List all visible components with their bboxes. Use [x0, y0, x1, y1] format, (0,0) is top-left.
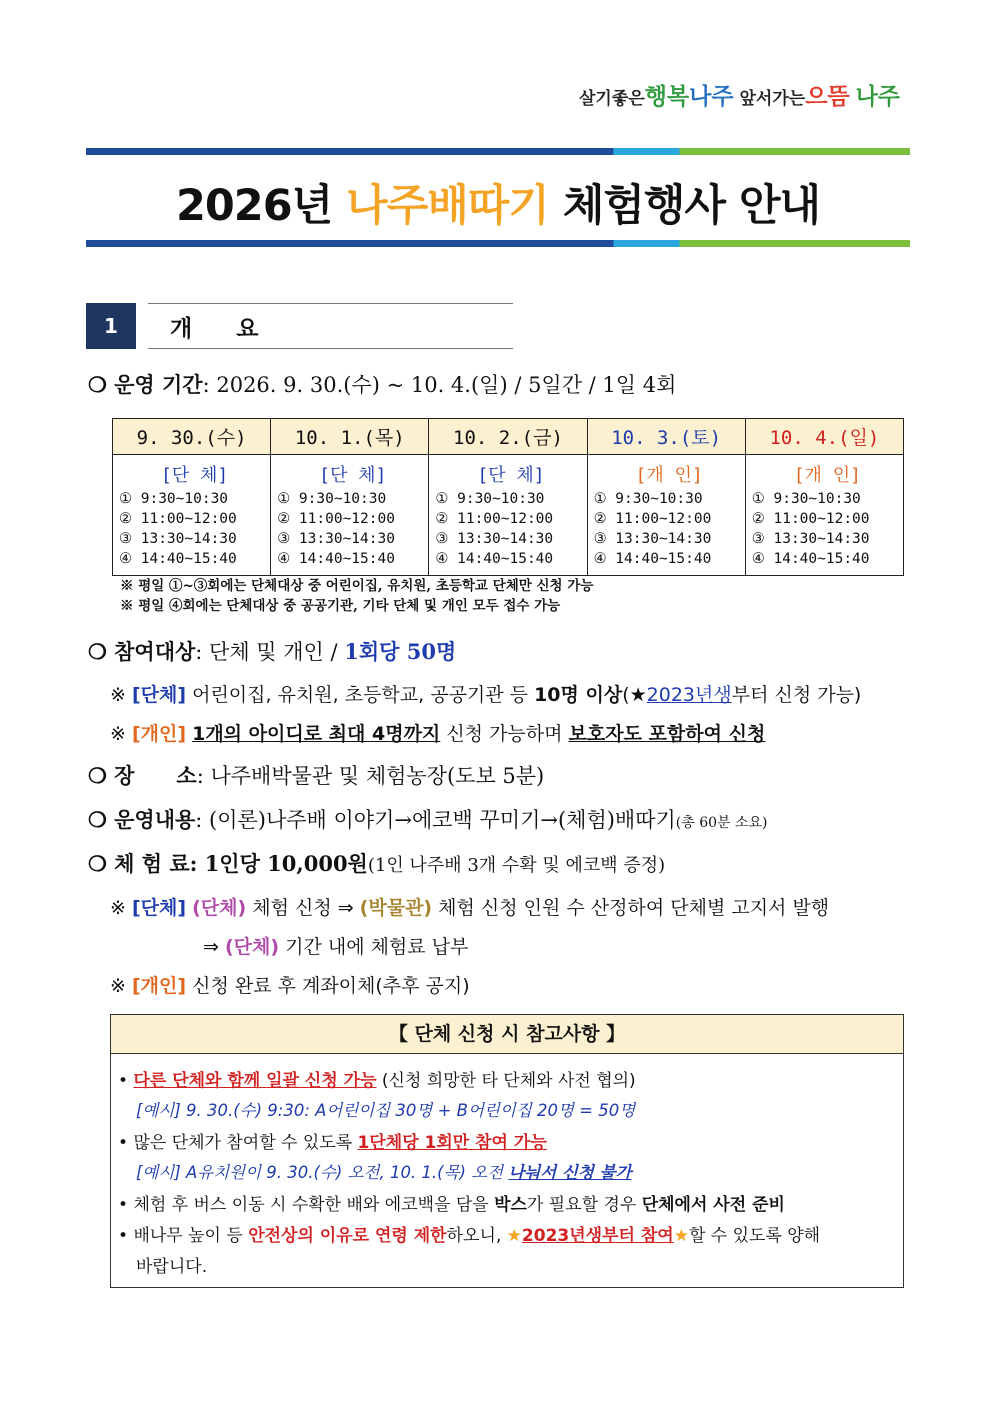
indiv-guardian: 보호자도 포함하여 신청	[568, 723, 766, 745]
schedule-slot: ① 9:30~10:30	[277, 491, 387, 507]
schedule-slot: ③ 13:30~14:30	[277, 531, 395, 547]
schedule-type: [단 체]	[477, 465, 545, 486]
note-mark: ※	[110, 684, 126, 706]
notes-text: (신청 희망한 타 단체와 사전 협의)	[376, 1071, 636, 1091]
slogan-part: 살기좋은	[579, 89, 645, 109]
group-min: 10명 이상	[534, 684, 623, 706]
fee-group-line2	[203, 932, 468, 959]
title-highlight: 나주배따기	[346, 181, 549, 231]
slogan	[579, 78, 900, 111]
note-mark: ※	[110, 723, 126, 745]
group-text: (★	[622, 684, 647, 706]
title-text: 2026년	[175, 181, 347, 231]
group-tag: (단체)	[192, 897, 247, 919]
schedule-slot: ④ 14:40~15:40	[751, 551, 870, 567]
place-line	[88, 760, 544, 790]
star-icon: ★	[506, 1226, 522, 1246]
notes-box-title: 【 단체 신청 시 참고사항 】	[110, 1014, 904, 1054]
title-text: 체험행사 안내	[548, 181, 821, 231]
schedule-slot: ② 11:00~12:00	[435, 511, 554, 527]
arrow: ⇒	[203, 936, 225, 958]
schedule-date: 9. 30.(수)	[113, 419, 271, 455]
notes-text: 하오니,	[446, 1226, 507, 1246]
notes-item	[118, 1190, 785, 1215]
schedule-slot: ② 11:00~12:00	[593, 511, 712, 527]
group-text: 부터 신청 가능)	[731, 684, 862, 706]
schedule-header-row	[113, 419, 904, 455]
schedule-date: 10. 2.(금)	[429, 419, 587, 455]
bullet: •	[118, 1195, 129, 1215]
slogan-part: 으뜸	[805, 84, 850, 110]
notes-item	[118, 1066, 636, 1091]
period-text: : 2026. 9. 30.(수) ~ 10. 4.(일) / 5일간 / 1일 4회	[202, 373, 677, 397]
slogan-part: 나주	[855, 84, 900, 110]
schedule-slot: ② 11:00~12:00	[751, 511, 870, 527]
page-title	[86, 172, 910, 233]
fee-group-text: 기간 내에 체험료 납부	[279, 936, 469, 958]
target-group-line	[110, 680, 861, 707]
fee-amount: : 1인당 10,000원	[189, 851, 368, 876]
title-bar-top	[86, 148, 910, 155]
schedule-slot: ③ 13:30~14:30	[435, 531, 554, 547]
fee-indiv-text: 신청 완료 후 계좌이체(추후 공지)	[186, 975, 470, 997]
note-mark: ※	[110, 975, 126, 997]
schedule-slot: ② 11:00~12:00	[277, 511, 395, 527]
schedule-date: 10. 3.(토)	[587, 419, 745, 455]
schedule-type: [단 체]	[160, 465, 229, 486]
content-text: : (이론)나주배 이야기→에코백 꾸미기→(체험)배따기	[195, 808, 676, 832]
notes-emphasis: 다른 단체와 함께 일괄 신청 가능	[133, 1071, 377, 1091]
notes-text: 할 수 있도록 양해	[688, 1226, 821, 1246]
schedule-date: 10. 1.(목)	[271, 419, 429, 455]
content-line	[88, 804, 768, 834]
schedule-slot: ① 9:30~10:30	[435, 491, 545, 507]
group-year: 2023년생	[646, 684, 732, 706]
section-title: 개 요	[170, 316, 277, 342]
schedule-type: [개 인]	[793, 465, 862, 486]
title-bar-bottom	[86, 240, 910, 247]
period-line	[88, 369, 676, 399]
schedule-slot: ④ 14:40~15:40	[119, 551, 237, 567]
notes-example	[136, 1159, 631, 1183]
slogan-part: 앞서가는	[739, 89, 806, 109]
target-capacity: 1회당 50명	[344, 639, 457, 664]
schedule-cell	[271, 455, 429, 576]
group-text: 어린이집, 유치원, 초등학교, 공공기관 등	[186, 684, 535, 706]
notes-text: 배나무 높이 등	[133, 1226, 249, 1246]
schedule-slot: ① 9:30~10:30	[751, 491, 861, 507]
slogan-part: 나주	[689, 84, 734, 110]
notes-emphasis: 단체에서 사전 준비	[641, 1195, 785, 1215]
notes-emphasis: 안전상의 이유로 연령 제한	[248, 1226, 447, 1246]
section-rule	[148, 348, 513, 349]
content-duration: (총 60분 소요)	[675, 815, 768, 831]
schedule-date: 10. 4.(일)	[745, 419, 903, 455]
group-tag: [단체]	[131, 897, 187, 919]
schedule-slot: ③ 13:30~14:30	[119, 531, 237, 547]
fee-group-text: 체험 신청 인원 수 산정하여 단체별 고지서 발행	[432, 897, 830, 919]
schedule-type: [단 체]	[319, 465, 387, 486]
schedule-cell	[587, 455, 745, 576]
schedule-slot: ④ 14:40~15:40	[435, 551, 554, 567]
note-mark: ※	[110, 897, 126, 919]
schedule-table	[112, 418, 904, 576]
schedule-note: ※ 평일 ①~③회에는 단체대상 중 어린이집, 유치원, 초등학교 단체만 신청 가능	[120, 578, 594, 594]
notes-emphasis: 2023년생부터 참여	[521, 1226, 674, 1246]
fee-line	[88, 848, 665, 878]
target-line	[88, 636, 456, 666]
schedule-slot: ③ 13:30~14:30	[751, 531, 870, 547]
star-icon: ★	[673, 1226, 689, 1246]
schedule-slot: ④ 14:40~15:40	[593, 551, 712, 567]
bullet: •	[118, 1133, 129, 1153]
schedule-slot: ② 11:00~12:00	[119, 511, 237, 527]
indiv-tag: [개인]	[131, 723, 187, 745]
notes-text: 많은 단체가 참여할 수 있도록	[133, 1133, 358, 1153]
indiv-limit: 1개의 아이디로 최대 4명까지	[192, 723, 441, 745]
museum-tag: (박물관)	[359, 897, 433, 919]
schedule-cell	[429, 455, 587, 576]
slogan-part: 행복	[644, 84, 690, 110]
schedule-body-row	[113, 455, 904, 576]
place-text: : 나주배박물관 및 체험농장(도보 5분)	[196, 764, 545, 788]
fee-text: (1인 나주배 3개 수확 및 에코백 증정)	[367, 855, 666, 876]
schedule-cell	[113, 455, 271, 576]
notes-text: 가 필요할 경우	[526, 1195, 642, 1215]
target-indiv-line	[110, 719, 765, 746]
schedule-type: [개 인]	[635, 465, 703, 486]
schedule-note: ※ 평일 ④회에는 단체대상 중 공공기관, 기타 단체 및 개인 모두 접수 가능	[120, 598, 561, 614]
fee-group-text: 체험 신청 ⇒	[246, 897, 360, 919]
schedule-slot: ① 9:30~10:30	[119, 491, 229, 507]
section-rule	[148, 303, 513, 304]
schedule-cell	[745, 455, 903, 576]
notes-item	[118, 1128, 547, 1153]
section-number: 1	[86, 303, 136, 349]
fee-group-line	[110, 893, 829, 920]
group-tag: [단체]	[131, 684, 187, 706]
notes-text: 체험 후 버스 이동 시 수확한 배와 에코백을 담을	[133, 1195, 495, 1215]
schedule-slot: ③ 13:30~14:30	[593, 531, 712, 547]
group-tag: (단체)	[224, 936, 280, 958]
schedule-slot: ④ 14:40~15:40	[277, 551, 395, 567]
notes-item	[118, 1221, 820, 1246]
fee-label: ❍ 체 험 료	[88, 851, 190, 876]
place-label: ❍ 장 소	[88, 763, 197, 788]
notes-example-emphasis: 나눠서 신청 불가	[508, 1163, 632, 1182]
notes-emphasis: 1단체당 1회만 참여 가능	[357, 1133, 547, 1153]
notes-emphasis: 박스	[494, 1195, 527, 1215]
target-text: : 단체 및 개인 /	[195, 640, 345, 664]
fee-indiv-line	[110, 971, 470, 998]
target-label: ❍ 참여대상	[88, 639, 196, 664]
notes-item-cont: 바랍니다.	[136, 1257, 208, 1277]
bullet: •	[118, 1226, 129, 1246]
period-label: ❍ 운영 기간	[88, 372, 203, 397]
notes-example-text: [예시] A유치원이 9. 30.(수) 오전, 10. 1.(목) 오전	[136, 1163, 509, 1182]
indiv-text: 신청 가능하며	[440, 723, 569, 745]
notes-example: [예시] 9. 30.(수) 9:30: A어린이집 30명 + B어린이집 20명 = 50명	[136, 1101, 636, 1120]
content-label: ❍ 운영내용	[88, 807, 196, 832]
schedule-slot: ① 9:30~10:30	[593, 491, 703, 507]
indiv-tag: [개인]	[131, 975, 187, 997]
bullet: •	[118, 1071, 129, 1091]
